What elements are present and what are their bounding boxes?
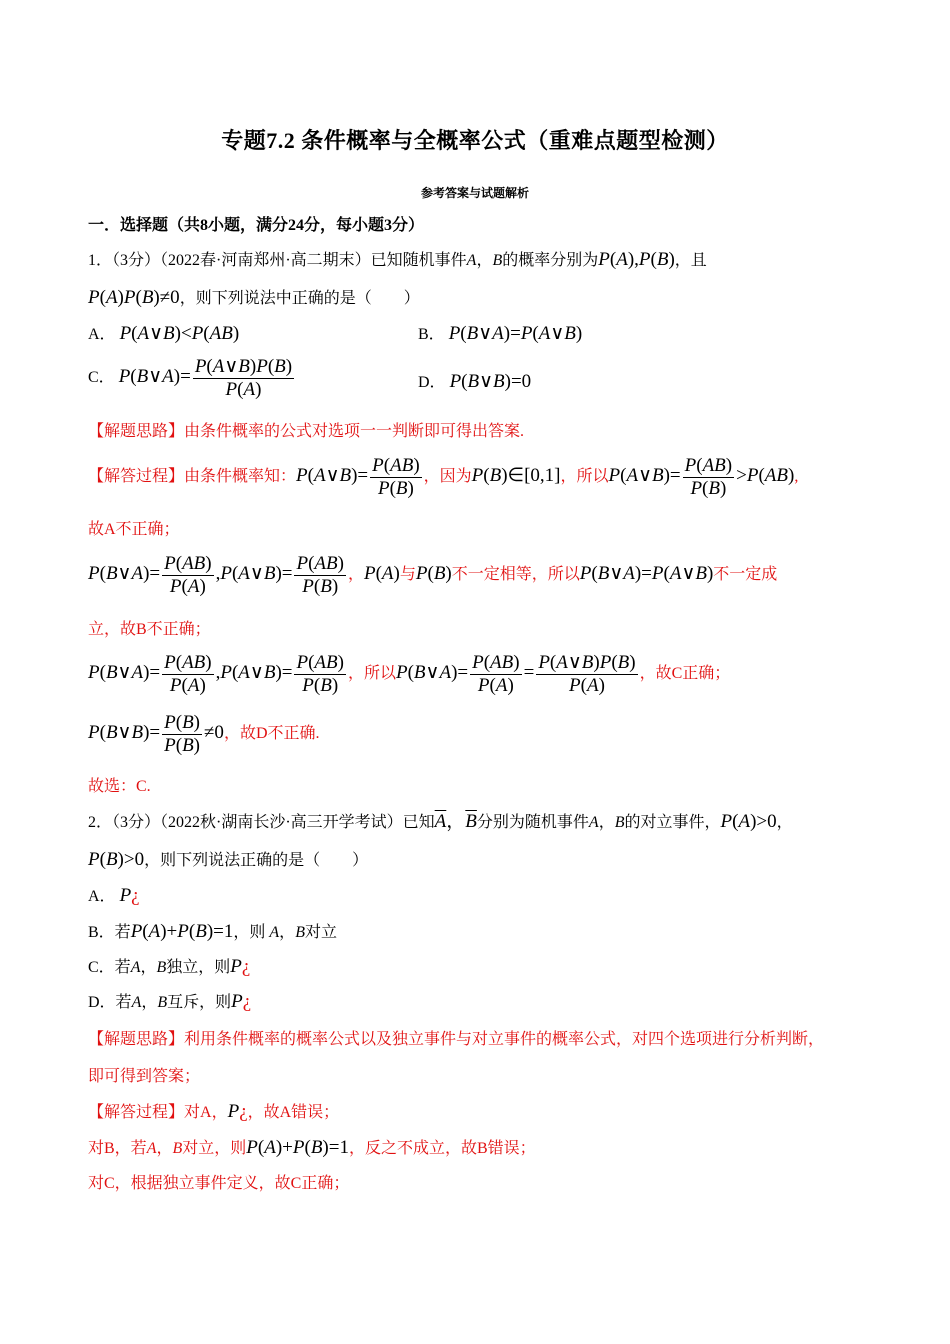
q2-option-c: C．若A，B独立，则P¿: [88, 956, 251, 977]
q2-idea-line2: 即可得到答案；: [88, 1068, 201, 1085]
q2-option-d: D．若A，B互斥，则P¿: [88, 991, 252, 1012]
q1-option-a: A． P(A∨B)<P(AB): [88, 323, 240, 344]
q2-stem-line2: P(B)>0，则下列说法正确的是（ ）: [88, 849, 369, 870]
q2-process-line2: 对B，若A，B对立，则P(A)+P(B)=1，反之不成立，故B错误；: [88, 1137, 536, 1158]
q2-idea-line1: 【解题思路】利用条件概率的概率公式以及独立事件与对立事件的概率公式，对四个选项进行分析判断，: [88, 1031, 825, 1048]
q1-process-line6: P(B∨B)= $\frac{P(B)}{P(B)}$ ≠0，故D不正确.: [88, 712, 320, 756]
q1-idea: 【解题思路】由条件概率的公式对选项一一判断即可得出答案.: [88, 423, 525, 440]
page-subtitle: 参考答案与试题解析: [420, 186, 529, 200]
q1-option-b: B． P(B∨A)=P(A∨B): [418, 323, 583, 344]
q1-stem-line2: P(A)P(B)≠0，则下列说法中正确的是（ ）: [88, 287, 420, 308]
q1-process-line1: 【解答过程】由条件概率知：P(A∨B)= $\frac{P(AB)}{P(B)}$ ，因为P(B)∈[0,1]，所以P(A∨B)= $\frac{P(AB)}{P(B)}$ >P(AB),: [88, 455, 799, 499]
q1-option-d: D． P(B∨B)=0: [418, 371, 532, 392]
q1-process-line2: 故A不正确；: [88, 521, 180, 538]
q1-stem-line1: 1．（3分）（2022春·河南郑州·高二期末）已知随机事件A，B的概率分别为P(A),P(B)，且: [88, 249, 707, 270]
q1-process-line5: P(B∨A)= $\frac{P(AB)}{P(A)}$ ,P(A∨B)= $\frac{P(AB)}{P(B)}$ ，所以P(B∨A)= $\frac{P(AB)}{P(A)}$ = $\frac{P(A\vee B)P(B)}{P(A)}$ ，故C正确；: [88, 652, 731, 696]
q1-process-line4: 立，故B不正确；: [88, 621, 211, 638]
q1-answer: 故选：C.: [88, 778, 151, 795]
q1-option-c: C． P(B∨A)= $\frac{P(A\vee B)P(B)}{P(A)}$: [88, 356, 293, 400]
q2-stem-line1: 2．（3分）（2022秋·湖南长沙·高三开学考试）已知$\overline{A}$，$\overline{B}$分别为随机事件A，B的对立事件，P(A)>0，: [88, 811, 793, 832]
section-heading: 一．选择题（共8小题，满分24分，每小题3分）: [88, 217, 425, 234]
q2-process-line1: 【解答过程】对A，P¿，故A错误；: [88, 1101, 340, 1122]
q2-option-b: B．若P(A)+P(B)=1，则 A，B对立: [88, 921, 337, 942]
q2-option-a: A． P¿: [88, 885, 140, 906]
page-title: 专题7.2 条件概率与全概率公式（重难点题型检测）: [221, 128, 729, 153]
q1-option-row1: [88, 322, 239, 347]
q1-process-line3: P(B∨A)= $\frac{P(AB)}{P(A)}$ ,P(A∨B)= $\frac{P(AB)}{P(B)}$ ，P(A)与P(B)不一定相等，所以P(B∨A)=P(A∨B)不一定成: [88, 553, 778, 597]
q2-process-line3: 对C，根据独立事件定义，故C正确；: [88, 1175, 350, 1192]
